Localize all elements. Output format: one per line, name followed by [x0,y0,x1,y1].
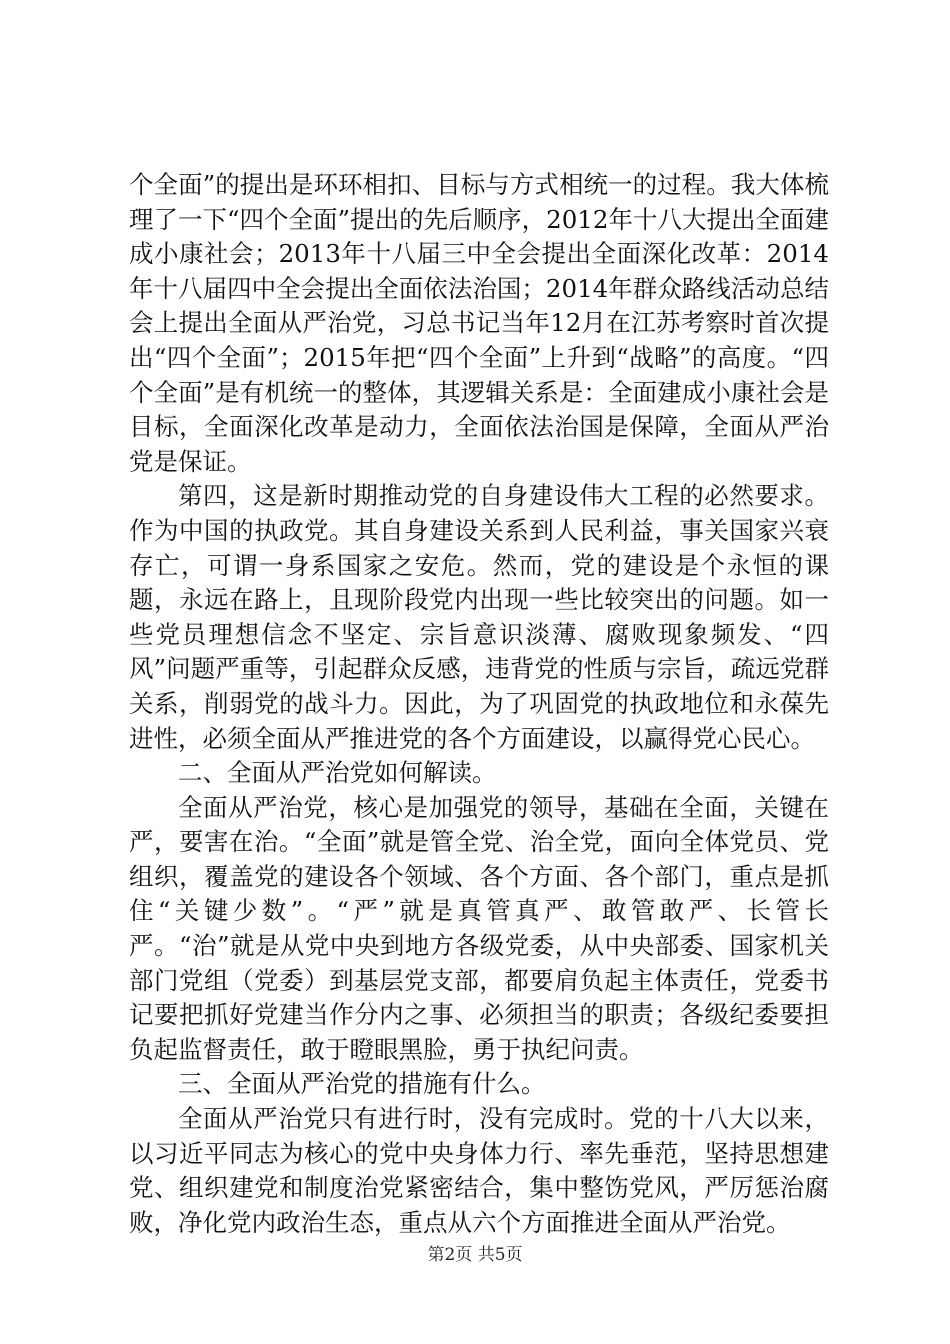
page-footer: 第2页 共5页 [427,1245,523,1265]
paragraph-4: 全面从严治党只有进行时，没有完成时。党的十八大以来，以习近平同志为核心的党中央身体力行、率先垂范，坚持思想建党、组织建党和制度治党紧密结合，集中整饬党风，严厉惩治腐败，净化党内政治生态，重点从六个方面推进全面从严治党。 [129,1104,829,1237]
paragraph-1: 个全面”的提出是环环相扣、目标与方式相统一的过程。我大体梳理了一下“四个全面”提出的先后顺序，2012年十八大提出全面建成小康社会；2013年十八届三中全会提出全面深化改革：2014年十八届四中全会提出全面依法治国；2014年群众路线活动总结会上提出全面从严治党，习总书记当年12月在江苏考察时首次提出“四个全面”；2015年把“四个全面”上升到“战略”的高度。“四个全面”是有机统一的整体，其逻辑关系是：全面建成小康社会是目标，全面深化改革是动力，全面依法治国是保障，全面从严治党是保证。 [129,170,829,476]
paragraph-2: 第四，这是新时期推动党的自身建设伟大工程的必然要求。作为中国的执政党。其自身建设关系到人民利益，事关国家兴衰存亡，可谓一身系国家之安危。然而，党的建设是个永恒的课题，永远在路上，且现阶段党内出现一些比较突出的问题。如一些党员理想信念不坚定、宗旨意识淡薄、腐败现象频发、“四风”问题严重等，引起群众反感，违背党的性质与宗旨，疏远党群关系，削弱党的战斗力。因此，为了巩固党的执政地位和永葆先进性，必须全面从严推进党的各个方面建设，以赢得党心民心。 [129,481,829,753]
section-heading-2: 二、全面从严治党如何解读。 [178,758,497,788]
document-body [129,168,829,1240]
paragraph-3: 全面从严治党，核心是加强党的领导，基础在全面，关键在严，要害在治。“全面”就是管全党、治全党，面向全体党员、党组织，覆盖党的建设各个领域、各个方面、各个部门，重点是抓住“关键少数”。“严”就是真管真严、敢管敢严、长管长严。“治”就是从党中央到地方各级党委，从中央部委、国家机关部门党组（党委）到基层党支部，都要肩负起主体责任，党委书记要把抓好党建当作分内之事、必须担当的职责；各级纪委要担负起监督责任，敢于瞪眼黑脸，勇于执纪问责。 [129,792,829,1064]
section-heading-3: 三、全面从严治党的措施有什么。 [178,1069,546,1099]
